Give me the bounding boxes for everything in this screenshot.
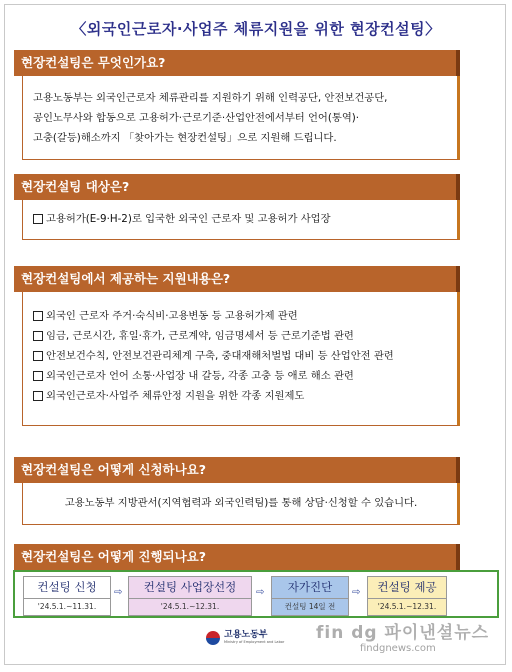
flow-step-self-diagnosis: 자가진단 컨설팅 14일 전 [271,576,349,616]
section-body [22,292,460,426]
body-line: 고용노동부는 외국인근로자 체류관리를 지원하기 위해 인력공단, 안전보건공단, [33,92,388,104]
checkbox-icon [33,391,43,401]
section-support-content [14,266,460,426]
checkbox-icon [33,214,43,224]
list-item: 임금, 근로시간, 휴일·휴가, 근로계약, 임금명세서 등 근로기준법 관련 [33,326,449,346]
list-item: 안전보건수칙, 안전보건관리체계 구축, 중대재해처벌법 대비 등 산업안전 관련 [33,346,449,366]
section-header: 현장컨설팅은 무엇인가요? [14,50,460,76]
list-item: 고용허가(E-9·H-2)로 입국한 외국인 근로자 및 고용허가 사업장 [33,209,449,229]
logo-text: 고용노동부 [224,630,268,640]
section-how-it-proceeds [14,544,460,570]
section-how-to-apply [14,457,460,525]
ministry-logo [206,630,284,645]
document-title: 〈외국인근로자·사업주 체류지원을 위한 현장컨설팅〉 [71,20,441,38]
list-item: 외국인 근로자 주거·숙식비·고용변동 등 고용허가제 관련 [33,306,449,326]
list-item: 외국인근로자 언어 소통·사업장 내 갈등, 각종 고충 등 애로 해소 관련 [33,366,449,386]
section-header: 현장컨설팅에서 제공하는 지원내용은? [14,266,460,292]
arrow-right-icon: ⇨ [114,587,123,598]
section-target [14,174,460,240]
arrow-right-icon: ⇨ [256,587,265,598]
section-header: 현장컨설팅은 어떻게 진행되나요? [14,544,460,570]
body-line: 공인노무사와 합동으로 고용허가·근로기준·산업안전에서부터 언어(통역)· [33,112,360,124]
logo-subtext: Ministry of Employment and Labor [224,640,285,644]
checkbox-icon [33,371,43,381]
body-line: 고충(갈등)해소까지 「찾아가는 현장컨설팅」으로 지원해 드립니다. [33,132,337,144]
section-body [22,200,460,240]
checkbox-icon [33,331,43,341]
flow-step-selection: 컨설팅 사업장선정 '24.5.1.~12.31. [128,576,252,616]
flow-step-apply: 컨설팅 신청 '24.5.1.~11.31. [23,576,111,616]
body-line: 고용노동부 지방관서(지역협력과 외국인력팀)를 통해 상담·신청할 수 있습니다. [64,497,418,509]
process-flow [13,570,499,618]
flow-step-provide: 컨설팅 제공 '24.5.1.~12.31. [367,576,447,616]
taegeuk-emblem-icon [206,631,220,645]
section-header: 현장컨설팅 대상은? [14,174,460,200]
section-what-is-consulting [14,50,460,160]
watermark: fin dg 파이낸셜뉴스 [316,623,490,643]
section-header: 현장컨설팅은 어떻게 신청하나요? [14,457,460,483]
arrow-right-icon: ⇨ [352,587,361,598]
checkbox-icon [33,351,43,361]
section-body [22,483,460,525]
checkbox-icon [33,311,43,321]
watermark-url: findgnews.com [360,643,436,654]
list-item: 외국인근로자·사업주 체류안정 지원을 위한 각종 지원제도 [33,386,449,406]
section-body [22,76,460,160]
